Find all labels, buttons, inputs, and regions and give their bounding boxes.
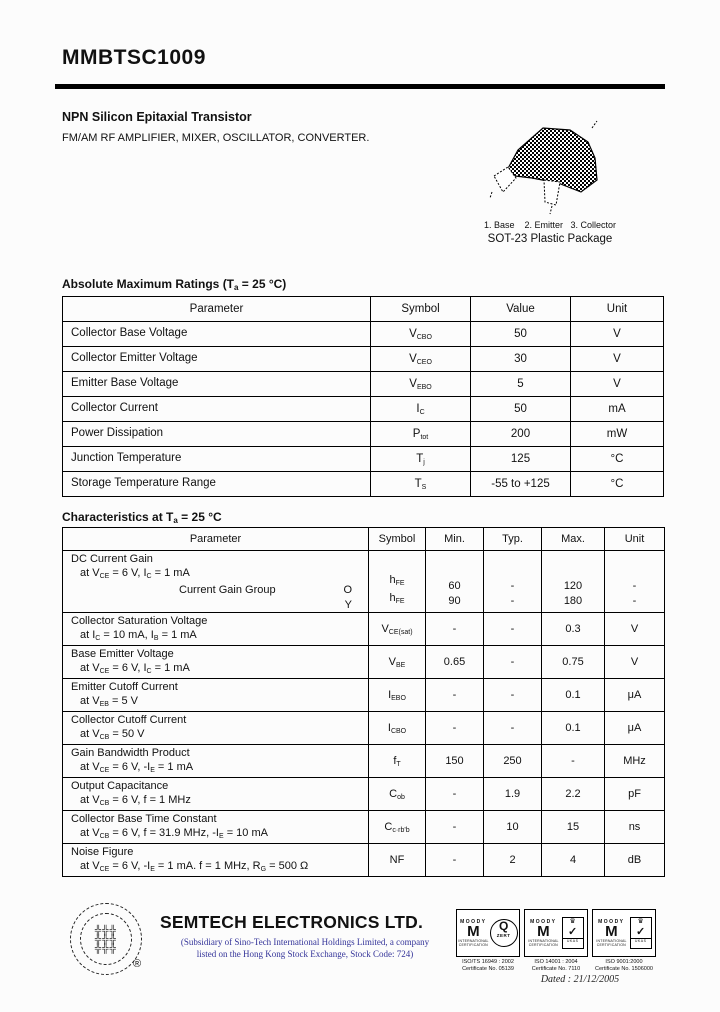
characteristics-row	[63, 844, 665, 877]
column-header: Parameter	[63, 528, 369, 551]
moody-monogram: M	[537, 923, 550, 940]
symbol-cell: NF	[369, 844, 426, 877]
value-cell: 50	[471, 322, 571, 347]
max-cell: 120 180	[542, 551, 605, 613]
moody-brand-label: MOODY	[598, 919, 625, 925]
min-cell: -	[426, 811, 484, 844]
characteristics-row	[63, 679, 665, 712]
symbol-cell: $V_{EBO}$	[371, 372, 471, 397]
symbol-cell: $I_{EBO}$	[369, 679, 426, 712]
parameter-cell: Power Dissipation	[63, 422, 371, 447]
parameter-cell: Noise Figure at $V_{CE} = 6$ V, $-I_E = 1$ mA. f = 1 MHz, $R_G = 500$ Ω	[63, 844, 369, 877]
package-name: SOT-23 Plastic Package	[487, 233, 613, 245]
check-icon: ✓	[568, 926, 578, 938]
moody-monogram: M	[467, 923, 480, 940]
characteristics-row	[63, 613, 665, 646]
device-type-heading: NPN Silicon Epitaxial Transistor	[62, 110, 252, 124]
qzert-badge-icon: Q ZERT	[490, 919, 518, 947]
min-cell: -	[426, 844, 484, 877]
unit-cell: mA	[571, 397, 664, 422]
symbol-cell: $h_{FE}$ $h_{FE}$	[369, 551, 426, 613]
min-cell: -	[426, 613, 484, 646]
unit-cell: pF	[605, 778, 665, 811]
moody-brand-label: MOODY	[530, 919, 557, 925]
min-cell: -	[426, 778, 484, 811]
typ-cell: 10	[484, 811, 542, 844]
characteristics-row	[63, 745, 665, 778]
ukas-badge-icon: ♛ ✓ UKAS	[630, 917, 652, 949]
cert-badge-iso-ts16949: MOODY M INTERNATIONAL CERTIFICATION Q ZERT ISO/TS 16949 : 2002 Certificate No. 05139	[456, 909, 520, 972]
column-header: Symbol	[371, 297, 471, 322]
moody-brand-label: MOODY	[460, 919, 487, 925]
subsidiary-line-2: listed on the Hong Kong Stock Exchange, Stock Code: 724)	[196, 949, 414, 959]
column-header: Min.	[426, 528, 484, 551]
cert-number: Certificate No. 1506000	[594, 965, 653, 972]
symbol-cell: $C_{c\cdot rb'b}$	[369, 811, 426, 844]
crown-icon: ♛	[569, 918, 576, 925]
characteristics-header-row	[63, 528, 665, 551]
min-cell: 0.65	[426, 646, 484, 679]
unit-cell: °C	[571, 447, 664, 472]
column-header: Unit	[571, 297, 664, 322]
unit-cell: V	[605, 613, 665, 646]
parameter-cell: Collector Base Time Constant at $V_{CB} = 6$ V, f = 31.9 MHz, $-I_E = 10$ mA	[63, 811, 369, 844]
min-cell: 150	[426, 745, 484, 778]
characteristics-table	[62, 527, 665, 877]
parameter-cell: DC Current Gain at $V_{CE} = 6$ V, $I_C = 1$ mA Current Gain Group O Y	[63, 551, 369, 613]
value-cell: 50	[471, 397, 571, 422]
symbol-cell: $I_C$	[371, 397, 471, 422]
max-cell: 0.1	[542, 679, 605, 712]
column-header: Value	[471, 297, 571, 322]
symbol-cell: $C_{ob}$	[369, 778, 426, 811]
abs-max-row	[63, 472, 664, 497]
symbol-cell: $T_j$	[371, 447, 471, 472]
cert-number: Certificate No. 05139	[462, 965, 514, 972]
parameter-cell: Collector Base Voltage	[63, 322, 371, 347]
max-cell: 15	[542, 811, 605, 844]
typ-cell: 2	[484, 844, 542, 877]
part-number: MMBTSC1009	[62, 46, 206, 69]
unit-cell: μA	[605, 712, 665, 745]
abs-max-row	[63, 347, 664, 372]
pin-legend: 1. Base 2. Emitter 3. Collector	[483, 220, 617, 230]
characteristics-row	[63, 811, 665, 844]
dated-label: Dated : 21/12/2005	[540, 974, 620, 985]
title-divider	[55, 84, 665, 89]
parameter-cell: Junction Temperature	[63, 447, 371, 472]
symbol-cell: $I_{CBO}$	[369, 712, 426, 745]
certification-badges	[456, 909, 656, 972]
characteristics-title: Characteristics at $T_a = 25$ °C	[62, 510, 222, 525]
check-icon: ✓	[636, 926, 646, 938]
subsidiary-line-1: (Subsidiary of Sino-Tech International Holdings Limited, a company	[180, 937, 430, 947]
parameter-cell: Collector Cutoff Current at $V_{CB} = 50$ V	[63, 712, 369, 745]
max-cell: 4	[542, 844, 605, 877]
cert-standard: ISO/TS 16949 : 2002	[462, 959, 514, 965]
value-cell: 125	[471, 447, 571, 472]
value-cell: -55 to +125	[471, 472, 571, 497]
parameter-cell: Output Capacitance at $V_{CB} = 6$ V, f = 1 MHz	[63, 778, 369, 811]
max-cell: -	[542, 745, 605, 778]
semtech-logo	[70, 903, 142, 975]
unit-cell: dB	[605, 844, 665, 877]
parameter-cell: Storage Temperature Range	[63, 472, 371, 497]
cert-badge-iso9001: MOODY M INTERNATIONAL CERTIFICATION ♛ ✓ UKAS ISO 9001:2000 Certificate No. 1506000	[592, 909, 656, 972]
parameter-cell: Emitter Base Voltage	[63, 372, 371, 397]
unit-cell: ns	[605, 811, 665, 844]
registered-trademark-icon: ®	[133, 958, 142, 970]
cert-standard: ISO 14001 : 2004	[534, 959, 578, 965]
typ-cell: -	[484, 646, 542, 679]
unit-cell: mW	[571, 422, 664, 447]
unit-cell: V	[571, 372, 664, 397]
parameter-cell: Base Emitter Voltage at $V_{CE} = 6$ V, $I_C = 1$ mA	[63, 646, 369, 679]
ukas-badge-icon: ♛ ✓ UKAS	[562, 917, 584, 949]
symbol-cell: $P_{tot}$	[371, 422, 471, 447]
column-header: Unit	[605, 528, 665, 551]
min-cell: -	[426, 679, 484, 712]
column-header: Typ.	[484, 528, 542, 551]
typ-cell: -	[484, 679, 542, 712]
typ-cell: - -	[484, 551, 542, 613]
unit-cell: - -	[605, 551, 665, 613]
abs-max-row	[63, 372, 664, 397]
unit-cell: μA	[605, 679, 665, 712]
symbol-cell: $f_T$	[369, 745, 426, 778]
unit-cell: V	[571, 322, 664, 347]
abs-max-header-row	[63, 297, 664, 322]
unit-cell: V	[571, 347, 664, 372]
abs-max-row	[63, 322, 664, 347]
parameter-cell: Emitter Cutoff Current at $V_{EB} = 5$ V	[63, 679, 369, 712]
symbol-cell: $T_S$	[371, 472, 471, 497]
max-cell: 0.1	[542, 712, 605, 745]
symbol-cell: $V_{CBO}$	[371, 322, 471, 347]
typ-cell: -	[484, 712, 542, 745]
unit-cell: MHz	[605, 745, 665, 778]
value-cell: 30	[471, 347, 571, 372]
unit-cell: °C	[571, 472, 664, 497]
max-cell: 0.3	[542, 613, 605, 646]
column-header: Symbol	[369, 528, 426, 551]
company-name: SEMTECH ELECTRONICS LTD.	[160, 912, 424, 932]
parameter-cell: Collector Saturation Voltage at $I_C = 10$ mA, $I_B = 1$ mA	[63, 613, 369, 646]
semtech-logo-emblem: ╬╬╬ ╬╬╬ ╬╬╬	[80, 913, 132, 965]
sot23-package-drawing	[488, 112, 612, 216]
abs-max-row	[63, 397, 664, 422]
symbol-cell: $V_{CEO}$	[371, 347, 471, 372]
value-cell: 200	[471, 422, 571, 447]
parameter-cell: Collector Current	[63, 397, 371, 422]
symbol-cell: $V_{BE}$	[369, 646, 426, 679]
moody-monogram: M	[605, 923, 618, 940]
parameter-cell: Collector Emitter Voltage	[63, 347, 371, 372]
crown-icon: ♛	[637, 918, 644, 925]
typ-cell: 1.9	[484, 778, 542, 811]
value-cell: 5	[471, 372, 571, 397]
column-header: Parameter	[63, 297, 371, 322]
cert-badge-iso14001: MOODY M INTERNATIONAL CERTIFICATION ♛ ✓ UKAS ISO 14001 : 2004 Certificate No. 7110	[524, 909, 588, 972]
characteristics-row	[63, 778, 665, 811]
min-cell: -	[426, 712, 484, 745]
characteristics-row	[63, 712, 665, 745]
characteristics-row	[63, 551, 665, 613]
max-cell: 0.75	[542, 646, 605, 679]
typ-cell: 250	[484, 745, 542, 778]
abs-max-title: Absolute Maximum Ratings ($T_a = 25$ °C)	[62, 277, 287, 292]
cert-standard: ISO 9001:2000	[605, 959, 643, 965]
max-cell: 2.2	[542, 778, 605, 811]
abs-max-row	[63, 447, 664, 472]
abs-max-row	[63, 422, 664, 447]
abs-max-table	[62, 296, 664, 497]
column-header: Max.	[542, 528, 605, 551]
symbol-cell: $V_{CE(sat)}$	[369, 613, 426, 646]
characteristics-row	[63, 646, 665, 679]
typ-cell: -	[484, 613, 542, 646]
unit-cell: V	[605, 646, 665, 679]
min-cell: 60 90	[426, 551, 484, 613]
parameter-cell: Gain Bandwidth Product at $V_{CE} = 6$ V, $-I_E = 1$ mA	[63, 745, 369, 778]
device-description: FM/AM RF AMPLIFIER, MIXER, OSCILLATOR, CONVERTER.	[62, 132, 370, 144]
cert-number: Certificate No. 7110	[531, 965, 581, 972]
